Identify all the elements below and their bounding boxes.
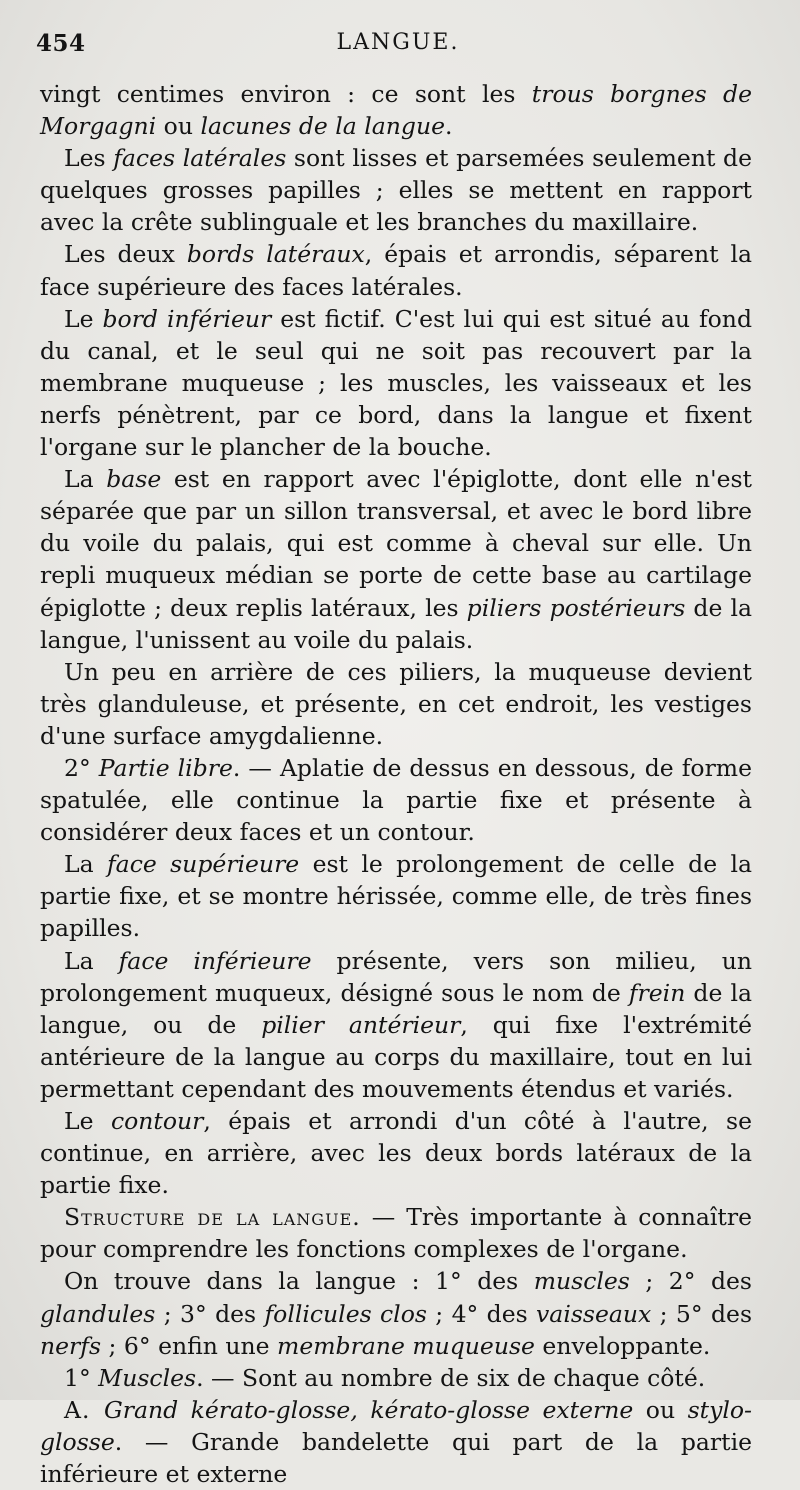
paragraph-piliers: Un peu en arrière de ces piliers, la muqueuse devient très glanduleuse, et présente, en cet endroit, les vestiges d'une surface amygdalienne. bbox=[40, 657, 752, 750]
paragraph-face-superieure: La face supérieure est le prolongement de celle de la partie fixe, et se montre hérissée, comme elle, de très fines papilles. bbox=[40, 850, 752, 943]
paragraph-faces-laterales: Les faces latérales sont lisses et parsemées seulement de quelques grosses papilles ; elles se mettent en rapport avec la crête sublinguale et les branches du maxillaire. bbox=[40, 144, 753, 237]
running-title: LANGUE. bbox=[336, 30, 460, 55]
page-header bbox=[36, 30, 760, 64]
paragraph-continuation: vingt centimes environ : ce sont les trous borgnes de Morgagni ou lacunes de la langue. bbox=[40, 80, 752, 141]
section-heading-structure: Structure de la langue. bbox=[64, 1203, 361, 1232]
paragraph-contour: Le contour, épais et arrondi d'un côté à l'autre, se continue, en arrière, avec les deux bords latéraux de la partie fixe. bbox=[40, 1107, 752, 1200]
paragraph-bords-lateraux: Les deux bords latéraux, épais et arrondis, séparent la face supérieure des faces latérales. bbox=[40, 240, 752, 301]
paragraph-base: La base est en rapport avec l'épiglotte, dont elle n'est séparée que par un sillon transversal, et avec le bord libre du voile du palais, qui est comme à cheval sur elle. Un repli muqueux médian se porte de cette base au cartilage épiglotte ; deux replis latéraux, les piliers postérieurs de la langue, l'unissent au voile du palais. bbox=[40, 465, 752, 654]
body-text bbox=[40, 78, 752, 1490]
paragraph-bord-inferieur: Le bord inférieur est fictif. C'est lui qui est situé au fond du canal, et le seul qui ne soit pas recouvert par la membrane muqueuse ; les muscles, les vaisseaux et les nerfs pénètrent, par ce bord, dans la langue et fixent l'organe sur le plancher de la bouche. bbox=[40, 304, 752, 462]
paragraph-kerato-glosse: A. Grand kérato-glosse, kérato-glosse externe ou stylo-glosse. — Grande bandelette qui part de la partie inférieure et externe bbox=[40, 1395, 752, 1489]
paragraph-muscles: 1° Muscles. — Sont au nombre de six de chaque côté. bbox=[64, 1363, 706, 1392]
paragraph-composition: On trouve dans la langue : 1° des muscles ; 2° des glandules ; 3° des follicules clos ; 4° des vaisseaux ; 5° des nerfs ; 6° enfin une membrane muqueuse enveloppante. bbox=[40, 1267, 752, 1360]
paragraph-partie-libre: 2° Partie libre. — Aplatie de dessus en dessous, de forme spatulée, elle continue la partie fixe et présente à considérer deux faces et un contour. bbox=[40, 753, 753, 847]
page-number: 454 bbox=[36, 30, 86, 57]
paragraph-face-inferieure: La face inférieure présente, vers son milieu, un prolongement muqueux, désigné sous le nom de frein de la langue, ou de pilier antérieur, qui fixe l'extrémité antérieure de la langue au corps du maxillaire, tout en lui permettant cependant des mouvements étendus et variés. bbox=[40, 946, 753, 1103]
paragraph-structure-heading: Structure de la langue. — Très importante à connaître pour comprendre les fonctions complexes de l'organe. bbox=[40, 1203, 753, 1264]
